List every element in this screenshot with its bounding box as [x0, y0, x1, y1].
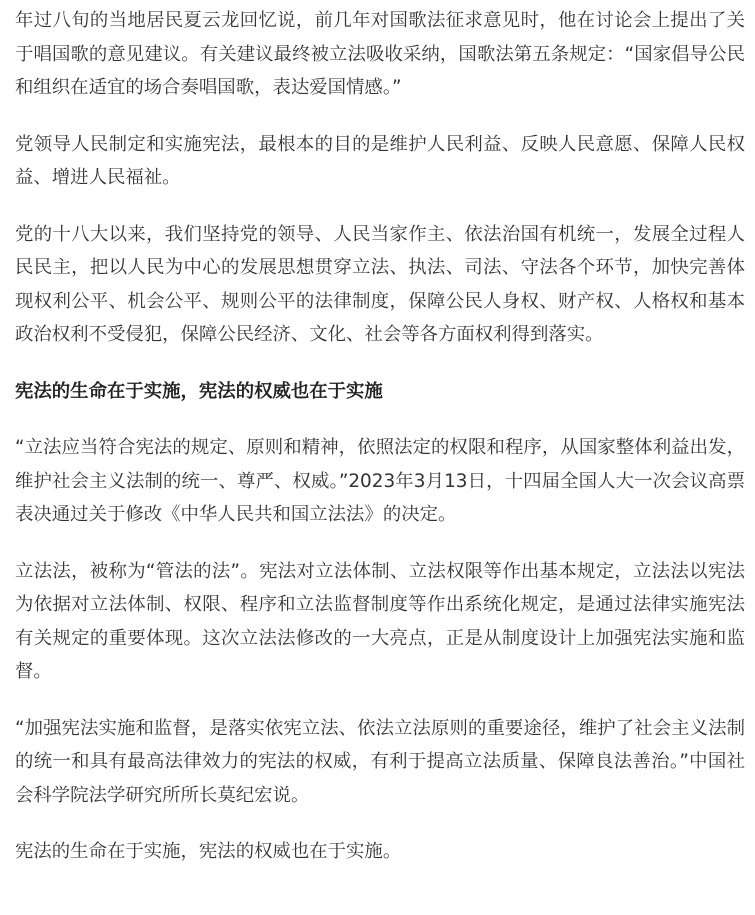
- article-paragraph-5: 立法法，被称为“管法的法”。宪法对立法体制、立法权限等作出基本规定，立法法以宪法为依据对立法体制、权限、程序和立法监督制度等作出系统化规定，是通过法律实施宪法有关规定的重要体现。这次立法法修改的一大亮点，正是从制度设计上加强宪法实施和监督。: [15, 560, 745, 682]
- article-paragraph-7: 宪法的生命在于实施，宪法的权威也在于实施。: [15, 841, 402, 862]
- article-paragraph-3: 党的十八大以来，我们坚持党的领导、人民当家作主、依法治国有机统一，发展全过程人民民主，把以人民为中心的发展思想贯穿立法、执法、司法、守法各个环节，加快完善体现权利公平、机会公平、规则公平的法律制度，保障公民人身权、财产权、人格权和基本政治权利不受侵犯，保障公民经济、文化、社会等各方面权利得到落实。: [15, 223, 745, 345]
- article-paragraph-4: “立法应当符合宪法的规定、原则和精神，依照法定的权限和程序，从国家整体利益出发，维护社会主义法制的统一、尊严、权威。”2023年3月13日，十四届全国人大一次会议高票表决通过关于修改《中华人民共和国立法法》的决定。: [15, 437, 745, 525]
- article-paragraph-2: 党领导人民制定和实施宪法，最根本的目的是维护人民利益、反映人民意愿、保障人民权益、增进人民福祉。: [15, 133, 745, 188]
- article-body: [15, 4, 745, 892]
- article-paragraph-1: 年过八旬的当地居民夏云龙回忆说，前几年对国歌法征求意见时，他在讨论会上提出了关于唱国歌的意见建议。有关建议最终被立法吸收采纳，国歌法第五条规定：“国家倡导公民和组织在适宜的场合奏唱国歌，表达爱国情感。”: [15, 10, 745, 98]
- article-paragraph-6: “加强宪法实施和监督，是落实依宪立法、依法立法原则的重要途径，维护了社会主义法制的统一和具有最高法律效力的宪法的权威，有利于提高立法质量、保障良法善治。”中国社会科学院法学研究所所长莫纪宏说。: [15, 717, 745, 806]
- section-heading: 宪法的生命在于实施，宪法的权威也在于实施: [15, 380, 383, 402]
